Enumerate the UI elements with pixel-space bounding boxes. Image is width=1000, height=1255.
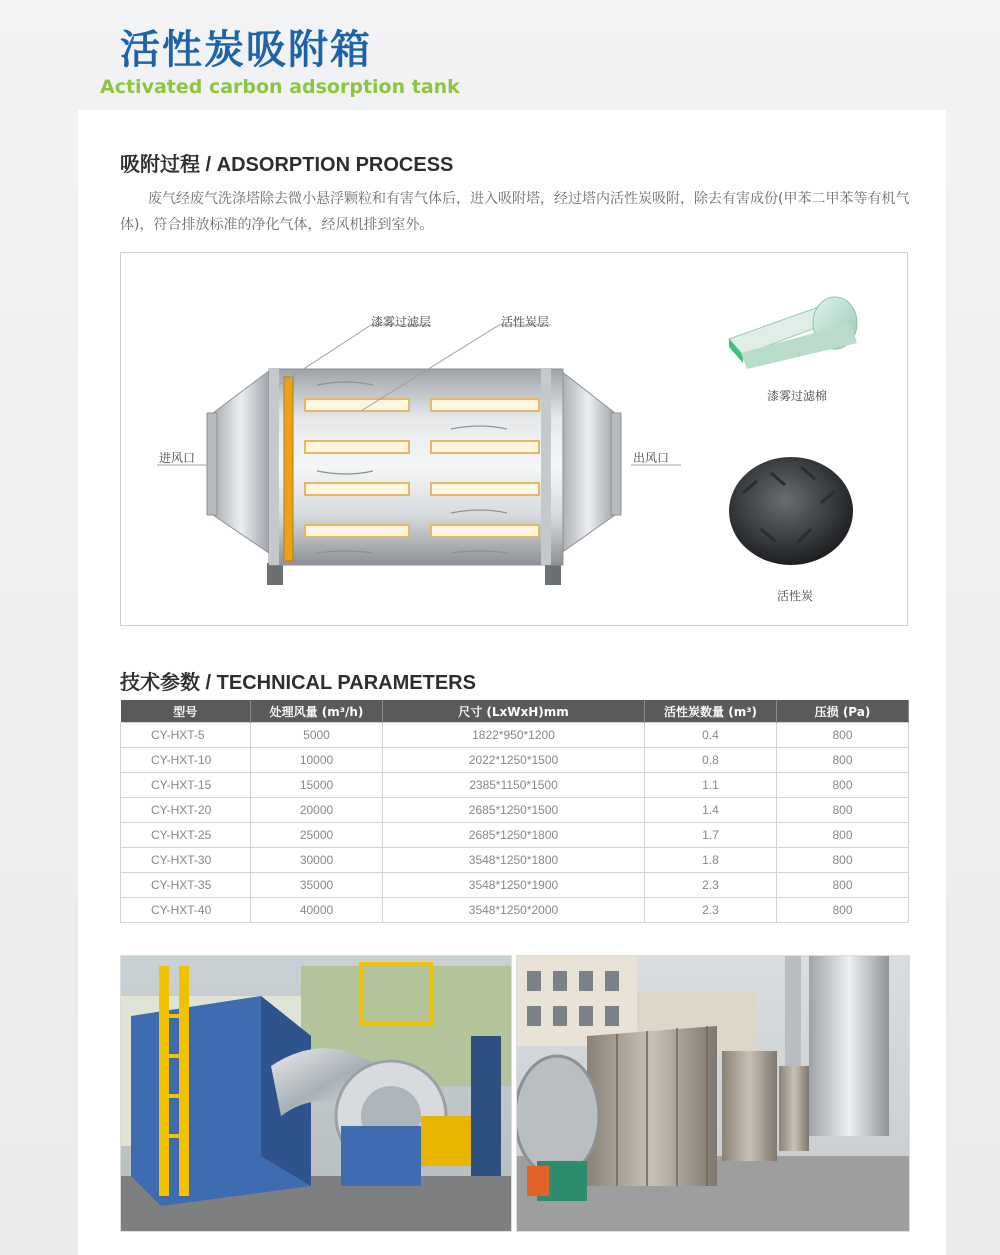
airflow-cell: 40000 — [251, 898, 383, 923]
page-title: 活性炭吸附箱 — [120, 26, 372, 73]
carbon-volume-cell: 1.7 — [645, 823, 777, 848]
process-description: 废气经废气洗涤塔除去微小悬浮颗粒和有害气体后，进入吸附塔，经过塔内活性炭吸附，除去有害成份(甲苯二甲苯等有机气体)，符合排放标准的净化气体，经风机排到室外。 — [120, 191, 910, 233]
carbon-volume-cell: 1.4 — [645, 798, 777, 823]
size-cell: 2685*1250*1800 — [383, 823, 645, 848]
table-header-row — [121, 700, 909, 723]
pressure-loss-cell: 800 — [777, 873, 909, 898]
model-cell: CY-HXT-10 — [121, 748, 251, 773]
airflow-cell: 5000 — [251, 723, 383, 748]
airflow-cell: 25000 — [251, 823, 383, 848]
column-header: 型号 — [121, 700, 251, 723]
page-subtitle: Activated carbon adsorption tank — [100, 76, 460, 98]
outlet-label: 出风口 — [633, 451, 670, 465]
carbon-volume-cell: 1.8 — [645, 848, 777, 873]
table-row — [121, 873, 909, 898]
size-cell: 2385*1150*1500 — [383, 773, 645, 798]
size-cell: 3548*1250*2000 — [383, 898, 645, 923]
tank-diagram-illustration — [121, 253, 907, 625]
pressure-loss-cell: 800 — [777, 798, 909, 823]
table-row — [121, 723, 909, 748]
size-cell: 2685*1250*1500 — [383, 798, 645, 823]
pressure-loss-cell: 800 — [777, 748, 909, 773]
column-header: 压损 (Pa) — [777, 700, 909, 723]
carbon-volume-cell: 1.1 — [645, 773, 777, 798]
airflow-cell: 30000 — [251, 848, 383, 873]
size-cell: 3548*1250*1900 — [383, 873, 645, 898]
airflow-cell: 35000 — [251, 873, 383, 898]
airflow-cell: 10000 — [251, 748, 383, 773]
carbon-volume-cell: 2.3 — [645, 873, 777, 898]
carbon-layer-label: 活性炭层 — [501, 315, 550, 329]
model-cell: CY-HXT-5 — [121, 723, 251, 748]
installation-photo-steel-units — [516, 955, 910, 1232]
model-cell: CY-HXT-25 — [121, 823, 251, 848]
parameters-table-wrapper — [120, 700, 908, 923]
model-cell: CY-HXT-15 — [121, 773, 251, 798]
pressure-loss-cell: 800 — [777, 823, 909, 848]
steel-units-illustration — [517, 956, 909, 1231]
pressure-loss-cell: 800 — [777, 898, 909, 923]
column-header: 活性炭数量 (m³) — [645, 700, 777, 723]
airflow-cell: 15000 — [251, 773, 383, 798]
table-row — [121, 773, 909, 798]
column-header: 处理风量 (m³/h) — [251, 700, 383, 723]
model-cell: CY-HXT-40 — [121, 898, 251, 923]
carbon-volume-cell: 0.4 — [645, 723, 777, 748]
process-diagram — [120, 252, 908, 626]
carbon-volume-cell: 2.3 — [645, 898, 777, 923]
parameters-table — [120, 700, 909, 923]
blue-unit-illustration — [121, 956, 511, 1231]
table-row — [121, 798, 909, 823]
table-row — [121, 748, 909, 773]
pressure-loss-cell: 800 — [777, 723, 909, 748]
pressure-loss-cell: 800 — [777, 773, 909, 798]
model-cell: CY-HXT-30 — [121, 848, 251, 873]
size-cell: 3548*1250*1800 — [383, 848, 645, 873]
column-header: 尺寸 (LxWxH)mm — [383, 700, 645, 723]
activated-carbon-label: 活性炭 — [777, 589, 814, 603]
model-cell: CY-HXT-35 — [121, 873, 251, 898]
table-row — [121, 823, 909, 848]
filter-cotton-label: 漆雾过滤棉 — [767, 389, 828, 403]
inlet-label: 进风口 — [159, 451, 196, 465]
installation-photo-blue-unit — [120, 955, 512, 1232]
airflow-cell: 20000 — [251, 798, 383, 823]
paint-mist-layer-label: 漆雾过滤层 — [371, 315, 432, 329]
carbon-volume-cell: 0.8 — [645, 748, 777, 773]
size-cell: 2022*1250*1500 — [383, 748, 645, 773]
size-cell: 1822*950*1200 — [383, 723, 645, 748]
pressure-loss-cell: 800 — [777, 848, 909, 873]
parameters-heading: 技术参数 / TECHNICAL PARAMETERS — [120, 672, 476, 694]
process-heading: 吸附过程 / ADSORPTION PROCESS — [120, 154, 454, 176]
model-cell: CY-HXT-20 — [121, 798, 251, 823]
table-row — [121, 848, 909, 873]
table-row — [121, 898, 909, 923]
